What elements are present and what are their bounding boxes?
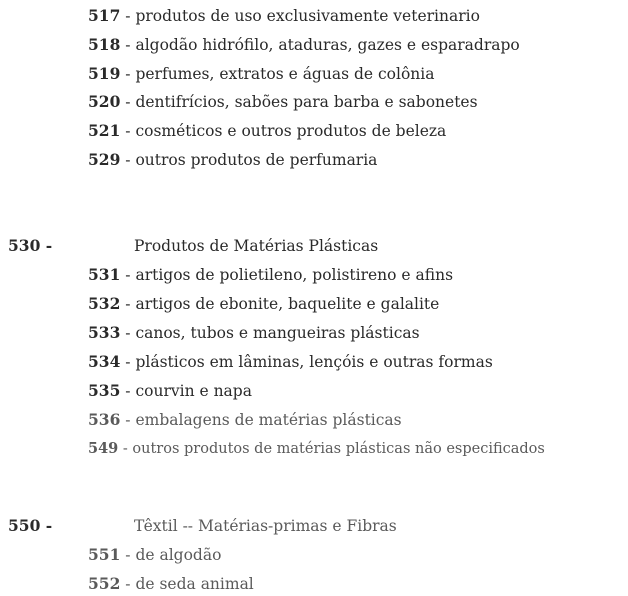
item-code: 535 [88, 381, 121, 400]
list-item [88, 64, 434, 84]
section-title: Produtos de Matérias Plásticas [134, 237, 379, 255]
item-code: 536 [88, 410, 121, 429]
item-text: - canos, tubos e mangueiras plásticas [120, 324, 420, 342]
item-text: - courvin e napa [120, 382, 252, 400]
list-item [88, 545, 221, 565]
list-item [88, 35, 520, 55]
item-text: - outros produtos de matérias plásticas não especificados [118, 441, 545, 457]
list-item [88, 410, 402, 430]
item-text: - algodão hidrófilo, ataduras, gazes e esparadrapo [120, 36, 520, 54]
item-code: 520 [88, 92, 121, 111]
item-code: 518 [88, 35, 121, 54]
section-title: Têxtil -- Matérias-primas e Fibras [134, 517, 397, 535]
item-text: - embalagens de matérias plásticas [120, 411, 402, 429]
section-code: 530 - [8, 236, 53, 255]
item-code: 551 [88, 545, 121, 564]
item-text: - artigos de polietileno, polistireno e afins [120, 266, 454, 284]
list-item [88, 150, 377, 170]
item-code: 534 [88, 352, 121, 371]
list-item [88, 323, 420, 343]
item-code: 529 [88, 150, 121, 169]
item-code: 531 [88, 265, 121, 284]
item-text: - outros produtos de perfumaria [120, 151, 378, 169]
list-item [88, 294, 439, 314]
item-code: 519 [88, 64, 121, 83]
item-code: 532 [88, 294, 121, 313]
list-item [88, 6, 480, 26]
list-item [88, 92, 478, 112]
list-item [88, 121, 446, 141]
list-item [88, 439, 545, 459]
list-item [88, 574, 254, 594]
item-text: - cosméticos e outros produtos de beleza [120, 122, 447, 140]
item-code: 552 [88, 574, 121, 593]
item-text: - produtos de uso exclusivamente veterinario [120, 7, 480, 25]
item-text: - de seda animal [120, 575, 254, 593]
item-text: - plásticos em lâminas, lençóis e outras formas [120, 353, 493, 371]
item-code: 533 [88, 323, 121, 342]
item-text: - dentifrícios, sabões para barba e sabonetes [120, 93, 478, 111]
item-text: - artigos de ebonite, baquelite e galalite [120, 295, 440, 313]
list-item [88, 265, 453, 285]
list-item [88, 352, 493, 372]
item-code: 521 [88, 121, 121, 140]
section-code: 550 - [8, 516, 53, 535]
item-text: - perfumes, extratos e águas de colônia [120, 65, 435, 83]
item-code: 549 [88, 440, 119, 457]
list-item [88, 381, 252, 401]
item-text: - de algodão [120, 546, 222, 564]
item-code: 517 [88, 6, 121, 25]
